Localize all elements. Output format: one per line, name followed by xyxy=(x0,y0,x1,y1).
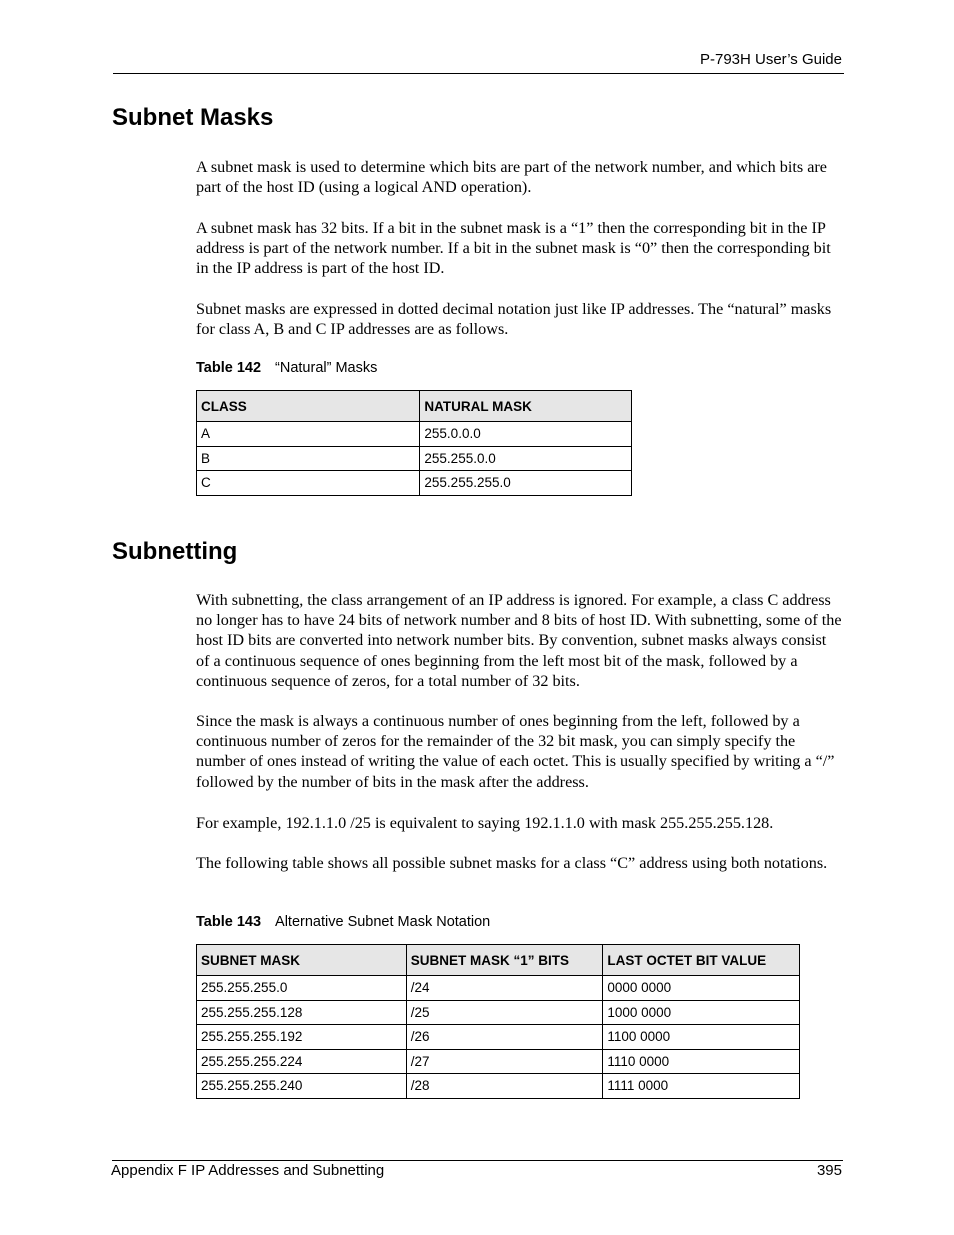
paragraph: A subnet mask has 32 bits. If a bit in the subnet mask is a “1” then the corresponding bit in the IP address is part of the network number. If a bit in the subnet mask is “0” then the corresponding bit in the IP address is part of the host ID. xyxy=(196,219,831,278)
paragraph: The following table shows all possible subnet masks for a class “C” address using both notations. xyxy=(196,854,828,872)
paragraph: For example, 192.1.1.0 /25 is equivalent to saying 192.1.1.0 with mask 255.255.255.128. xyxy=(196,814,774,832)
table-caption xyxy=(196,914,490,930)
table-cell: 255.255.255.0 xyxy=(420,471,632,496)
table-row xyxy=(197,471,632,496)
paragraph: A subnet mask is used to determine which bits are part of the network number, and which bits are part of the host ID (using a logical AND operation). xyxy=(196,158,827,197)
table-row xyxy=(197,1025,800,1050)
table-cell: 1110 0000 xyxy=(603,1049,800,1074)
running-header-title: P-793H User’s Guide xyxy=(699,51,842,68)
table-caption-number: Table 143 xyxy=(196,914,262,930)
table-cell: /28 xyxy=(406,1074,603,1099)
section-heading-subnetting: Subnetting xyxy=(112,538,238,565)
table-cell: 255.0.0.0 xyxy=(420,422,632,447)
section-heading-subnet-masks: Subnet Masks xyxy=(112,104,274,131)
table-row xyxy=(197,976,800,1001)
table-cell: /27 xyxy=(406,1049,603,1074)
footer-section-title: Appendix F IP Addresses and Subnetting xyxy=(111,1162,385,1179)
table-row xyxy=(197,1074,800,1099)
column-header: SUBNET MASK xyxy=(197,945,407,976)
table-cell: C xyxy=(197,471,420,496)
table-cell: 255.255.255.240 xyxy=(197,1074,407,1099)
column-header: LAST OCTET BIT VALUE xyxy=(603,945,800,976)
table-cell: /24 xyxy=(406,976,603,1001)
table-row xyxy=(197,446,632,471)
table-row xyxy=(197,422,632,447)
table-caption xyxy=(196,360,377,376)
table-cell: 1100 0000 xyxy=(603,1025,800,1050)
table-caption-title: Alternative Subnet Mask Notation xyxy=(275,914,491,930)
paragraph: Subnet masks are expressed in dotted decimal notation just like IP addresses. The “natural” masks for class A, B and C IP addresses are as follows. xyxy=(196,300,832,339)
table-cell: /25 xyxy=(406,1000,603,1025)
column-header: CLASS xyxy=(197,391,420,422)
table-header-row xyxy=(197,945,800,976)
table-cell: /26 xyxy=(406,1025,603,1050)
footer-divider xyxy=(112,1160,843,1161)
table-cell: 255.255.255.128 xyxy=(197,1000,407,1025)
column-header: NATURAL MASK xyxy=(420,391,632,422)
table-header-row xyxy=(197,391,632,422)
table-cell: B xyxy=(197,446,420,471)
natural-masks-table xyxy=(196,390,632,496)
column-header: SUBNET MASK “1” BITS xyxy=(406,945,603,976)
table-caption-number: Table 142 xyxy=(196,360,262,376)
paragraph: With subnetting, the class arrangement of an IP address is ignored. For example, a class C address no longer has to have 24 bits of network number and 8 bits of host ID. With subnetting, some of the host ID bits are converted into network number bits. By convention, subnet masks always consist of a continuous sequence of ones beginning from the left most bit of the mask, followed by a continuous sequence of zeros, for a total number of 32 bits. xyxy=(196,591,842,690)
table-cell: 0000 0000 xyxy=(603,976,800,1001)
header-divider xyxy=(113,73,844,74)
table-cell: 255.255.255.0 xyxy=(197,976,407,1001)
table-row xyxy=(197,1000,800,1025)
table-cell: 1111 0000 xyxy=(603,1074,800,1099)
table-row xyxy=(197,1049,800,1074)
table-cell: 255.255.255.224 xyxy=(197,1049,407,1074)
table-caption-title: “Natural” Masks xyxy=(275,360,378,376)
table-cell: 255.255.255.192 xyxy=(197,1025,407,1050)
subnet-mask-notation-table xyxy=(196,944,800,1099)
page-number: 395 xyxy=(816,1162,842,1179)
table-cell: 1000 0000 xyxy=(603,1000,800,1025)
paragraph: Since the mask is always a continuous number of ones beginning from the left, followed by a continuous number of zeros for the remainder of the 32 bit mask, you can simply specify the number of ones instead of writing the value of each octet. This is usually specified by writing a “/” followed by the number of bits in the mask after the address. xyxy=(196,712,835,791)
table-cell: 255.255.0.0 xyxy=(420,446,632,471)
table-cell: A xyxy=(197,422,420,447)
